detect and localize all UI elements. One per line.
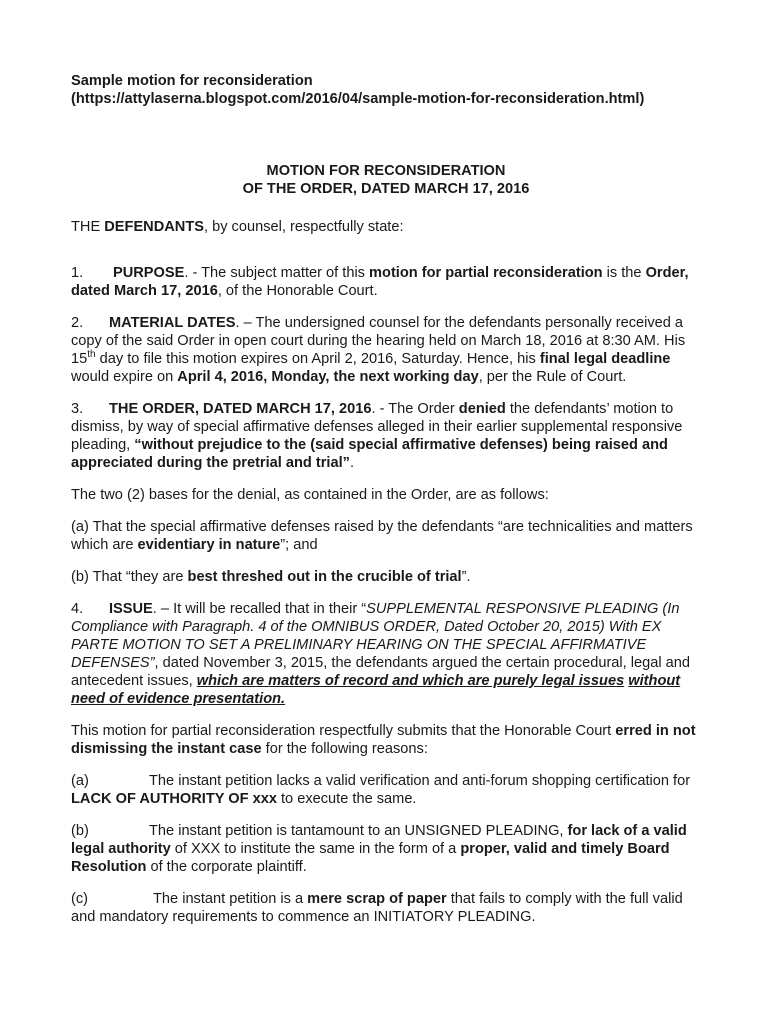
motion-title-line1: MOTION FOR RECONSIDERATION [266, 163, 506, 179]
reason-label: (c) [71, 891, 89, 907]
submits-text-c: for the following reasons: [261, 741, 428, 757]
reason-a-text-c: to execute the same. [276, 791, 417, 807]
paragraph-purpose [71, 264, 701, 300]
paragraph-heading: PURPOSE [113, 265, 185, 281]
submits-text-a: This motion for partial reconsideration respectfully submits that the Honorable Court [71, 723, 616, 739]
reason-label: (a) [71, 773, 89, 789]
paragraph-heading: THE ORDER, DATED MARCH 17, 2016 [109, 401, 372, 417]
reason-c-bold-b: mere scrap of paper [307, 891, 447, 907]
paragraph-submits [71, 722, 701, 758]
basis-b-bold-b: best threshed out in the crucible of trial [187, 569, 462, 585]
p2-text-a: . – The undersigned counsel for the defendants personally received a copy of the said Order in open court during the hearing held on March 18, 2016 at 8:30 AM. His 15 [71, 315, 686, 367]
basis-a-text-a: (a) That the special affirmative defenses raised by the defendants “are technicalities and matters which are [71, 519, 693, 553]
p4-bold-f: matters of record and which are purely legal issues [268, 673, 625, 689]
p2-text-b: day to file this motion expires on April 2, 2016, Saturday. Hence, his [95, 351, 540, 367]
basis-a-text-c: ”; and [280, 537, 318, 553]
reason-b-text-a: The instant petition is tantamount to an UNSIGNED PLEADING, [149, 823, 568, 839]
p2-bold-e: April 4, 2016, Monday, the next working day [177, 369, 479, 385]
p2-text-f: , per the Rule of Court. [478, 369, 627, 385]
paragraph-number: 4. [71, 601, 84, 617]
reason-b [71, 822, 701, 876]
p1-text-c: is the [602, 265, 646, 281]
p3-text-e: . [349, 455, 355, 471]
paragraph-material-dates [71, 314, 701, 386]
p1-text-e: , of the Honorable Court. [217, 283, 378, 299]
p3-text-a: . - The Order [371, 401, 459, 417]
p1-bold-d: Order, dated March 17, 2016 [71, 265, 689, 299]
basis-b-text-a: (b) That “they are [71, 569, 188, 585]
p2-superscript: th [87, 349, 96, 361]
p1-text-a: . - The subject matter of this [184, 265, 370, 281]
basis-a-bold-b: evidentiary in nature [137, 537, 281, 553]
reason-b-text-e: of the corporate plaintiff. [146, 859, 307, 875]
reason-a-bold-b: LACK OF AUTHORITY OF xxx [71, 791, 277, 807]
intro-text-c: , by counsel, respectfully state: [203, 219, 404, 235]
reason-c-text-a: The instant petition is a [153, 891, 308, 907]
p3-text-c: the defendants’ motion to dismiss, by way of special affirmative defenses alleged in their earlier supplemental responsive pleading, [71, 401, 683, 453]
basis-b-text-c: ”. [461, 569, 471, 585]
header-url: (https://attylaserna.blogspot.com/2016/04/sample-motion-for-reconsideration.html) [71, 91, 645, 107]
submits-bold-b: erred in not dismissing the instant case [71, 723, 696, 757]
p4-text-c: , dated November 3, 2015, the defendants argued the certain procedural, legal and antecedent issues, [71, 655, 691, 689]
p3-bold-b: denied [458, 401, 506, 417]
paragraph-number: 1. [71, 265, 84, 281]
document-header [71, 72, 701, 108]
p4-text-a: . – It will be recalled that in their “ [152, 601, 367, 617]
reason-b-bold-d: proper, valid and timely Board Resolution [71, 841, 670, 875]
reason-a-text-a: The instant petition lacks a valid verification and anti-forum shopping certification for [149, 773, 691, 789]
reason-b-bold-b: for lack of a valid legal authority [71, 823, 687, 857]
paragraph-basis-a [71, 518, 701, 554]
reason-a [71, 772, 701, 808]
paragraph-heading: ISSUE [109, 601, 153, 617]
p2-text-d: would expire on [71, 369, 178, 385]
header-title: Sample motion for reconsideration [71, 73, 313, 89]
paragraph-heading: MATERIAL DATES [109, 315, 236, 331]
intro-defendants: DEFENDANTS [104, 219, 204, 235]
document-page [71, 72, 701, 926]
paragraph-number: 2. [71, 315, 84, 331]
p3-bold-d: “without prejudice to the (said special affirmative defenses) being raised and appreciated during the pretrial and trial” [71, 437, 668, 471]
reason-c-text-c: that fails to comply with the full valid and mandatory requirements to commence an INITIATORY PLEADING. [71, 891, 683, 925]
p4-bold-d: which are [196, 673, 265, 689]
reason-label: (b) [71, 823, 89, 839]
paragraph-issue [71, 600, 701, 708]
paragraph-basis-b [71, 568, 701, 586]
p1-bold-b: motion for partial reconsideration [369, 265, 603, 281]
paragraph-bases: The two (2) bases for the denial, as contained in the Order, are as follows: [71, 487, 549, 503]
reason-b-text-c: of XXX to institute the same in the form of a [170, 841, 461, 857]
paragraph-the-order [71, 400, 701, 472]
motion-title [71, 162, 701, 198]
p4-bold-h: without need of evidence presentation. [71, 673, 681, 707]
p4-italic-b: SUPPLEMENTAL RESPONSIVE PLEADING (In Compliance with Paragraph. 4 of the OMNIBUS ORDER, Dated October 20, 2015) With EX PARTE MOTION TO SET A PRELIMINARY HEARING ON THE SPECIAL AFFIRMATIVE DEFENSES” [71, 601, 680, 671]
intro-text-a: THE [71, 219, 105, 235]
reason-c [71, 890, 701, 926]
paragraph-number: 3. [71, 401, 84, 417]
intro-paragraph [71, 218, 701, 236]
motion-title-line2: OF THE ORDER, DATED MARCH 17, 2016 [242, 181, 530, 197]
p2-bold-c: final legal deadline [539, 351, 671, 367]
